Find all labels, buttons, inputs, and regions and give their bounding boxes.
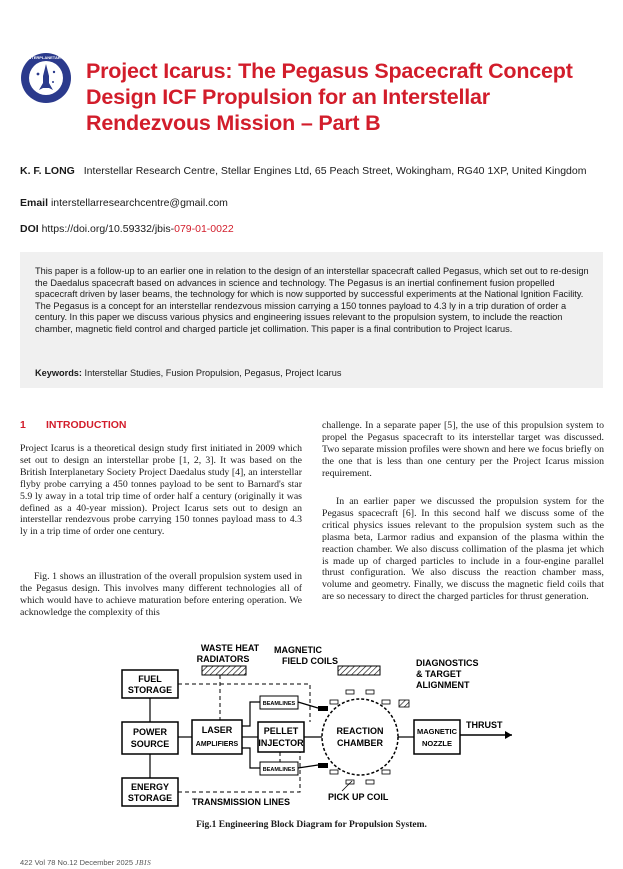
magfield-label-2: FIELD COILS [282, 656, 338, 666]
nozzle-label-2: NOZZLE [422, 739, 452, 748]
injector-port-top [318, 706, 328, 711]
thrust-label: THRUST [466, 720, 503, 730]
injector-port-bottom [318, 763, 328, 768]
power-label-2: SOURCE [130, 739, 170, 749]
diag-label-1: DIAGNOSTICS [416, 658, 479, 668]
magfield-label-1: MAGNETIC [274, 645, 322, 655]
beamlines-label-bottom: BEAMLINES [262, 767, 296, 773]
laser-label-2: AMPLIFIERS [195, 741, 239, 748]
diag-sensor [399, 700, 409, 707]
laser-label-1: LASER [201, 725, 233, 735]
keywords-value: Interstellar Studies, Fusion Propulsion, Pegasus, Project Icarus [84, 368, 342, 378]
fuel-label-1: FUEL [138, 674, 162, 684]
power-label-1: POWER [132, 727, 168, 737]
propulsion-block-diagram [120, 640, 520, 820]
diag-label-3: ALIGNMENT [416, 680, 470, 690]
reaction-label-1: REACTION [336, 726, 384, 736]
footer-journal: JBIS [135, 858, 152, 867]
keywords-line [35, 367, 341, 379]
doi-line [20, 222, 234, 236]
pellet-label-2: INJECTOR [258, 738, 304, 748]
pellet-label-1: PELLET [263, 726, 299, 736]
doi-label: DOI [20, 223, 39, 235]
body-col1-para1: Project Icarus is a theoretical design study first initiated in 2009 which set out to design an interstellar probe [1, 2, 3]. It was based on the British Interplanetary Society Project Daedalus study [4], an interstellar flyby probe carrying a 450 tonnes payload to be sent to Barnard's star 5.9 ly away in a total trip time of order half a century (originally it was defined as a 40-year mission). Project Icarus sets out to design an interstellar rendezvous probe carrying 150 tonnes payload mass to 4.3 ly in a trip time of order one century. [20, 443, 302, 538]
magnetic-nozzle-box [414, 720, 460, 754]
section-heading [20, 419, 127, 431]
radiator-hatch [202, 666, 246, 675]
body-col1-para2: Fig. 1 shows an illustration of the overall propulsion system used in the Pegasus design. This involves many different technologies all of which would have to achieve maturation before entering operation. We acknowledge the complexity of this [20, 571, 302, 618]
author-line [20, 164, 586, 178]
logo-ring-text: BRITISH INTERPLANETARY SOCIETY [10, 55, 82, 60]
nozzle-label-1: MAGNETIC [417, 727, 457, 736]
author-name: K. F. LONG [20, 165, 75, 177]
author-affiliation: Interstellar Research Centre, Stellar Engines Ltd, 65 Peach Street, Wokingham, RG40 1XP, United Kingdom [83, 165, 587, 177]
beamlines-label-top: BEAMLINES [262, 701, 296, 707]
thrust-arrow-head [505, 731, 512, 739]
section-title: INTRODUCTION [46, 419, 127, 431]
email-line [20, 196, 228, 210]
coil-hatch [338, 666, 380, 675]
footer-text: 422 Vol 78 No.12 December 2025 [20, 858, 136, 867]
energy-label-2: STORAGE [127, 793, 173, 803]
page-footer [20, 858, 151, 867]
keywords-label: Keywords: [35, 368, 82, 378]
fuel-label-2: STORAGE [127, 685, 173, 695]
doi-link[interactable] [42, 223, 234, 235]
abstract-text: This paper is a follow-up to an earlier one in relation to the design of an interstellar spacecraft called Pegasus, which set out to re-design the Daedalus spacecraft based on advances in science and technology. The Pegasus is an inertial confinement fusion propelled spacecraft driven by laser beams, the technology for which is now supported by successful experiments at the National Ignition Facility. The Pegasus is a concept for an interstellar rendezvous mission carrying a 150 tonnes payload to 4.3 ly in a trip duration of order a century. In this paper we discuss various physics and engineering issues relevant to the propulsion system, to include the reaction chamber, magnetic field control and charged particle jet collimation. This paper is a final contribution to Project Icarus. [35, 266, 589, 334]
figure-caption: Fig.1 Engineering Block Diagram for Propulsion System. [196, 820, 427, 830]
reaction-label-2: CHAMBER [337, 738, 383, 748]
society-logo [10, 52, 82, 104]
reaction-chamber-circle [322, 699, 398, 775]
doi-suffix: 079-01-0022 [174, 223, 234, 235]
section-number: 1 [20, 419, 26, 431]
body-col2-para2: In an earlier paper we discussed the propulsion system for the Pegasus spacecraft [6]. In this second half we discuss some of the critical physics issues relevant to the propulsion system such as the plasma beta, Larmor radius and expansion of the plasma within the reaction chamber. We also discuss collimation of the plasma jet which is made up of charged particles to include in a four-engine parallel thrust configuration. We also discuss the reaction chamber mass, volume and geometry. Finally, we discuss the magnetic field coils that are so necessary to direct the charged particles for thrust generation. [322, 496, 604, 603]
doi-prefix: https://doi.org/10.59332/jbis- [41, 223, 175, 235]
email-label: Email [20, 197, 49, 209]
transmission-label: TRANSMISSION LINES [192, 797, 291, 807]
body-col2-para1: challenge. In a separate paper [5], the use of this propulsion system to propel the Pegasus spacecraft to its interstellar target was discussed. Two separate mission profiles were shown and here we focus briefly on the one that is less than one century per the Project Icarus mission requirement. [322, 420, 604, 479]
waste-label-2: RADIATORS [196, 654, 250, 664]
diag-label-2: & TARGET [416, 669, 462, 679]
email-link[interactable]: interstellarresearchcentre@gmail.com [50, 197, 228, 209]
energy-label-1: ENERGY [130, 782, 170, 792]
pickup-label: PICK UP COIL [328, 792, 389, 802]
waste-label-1: WASTE HEAT [200, 643, 260, 653]
paper-title: Project Icarus: The Pegasus Spacecraft Concept Design ICF Propulsion for an Interstellar Rendezvous Mission – Part B [86, 59, 573, 135]
